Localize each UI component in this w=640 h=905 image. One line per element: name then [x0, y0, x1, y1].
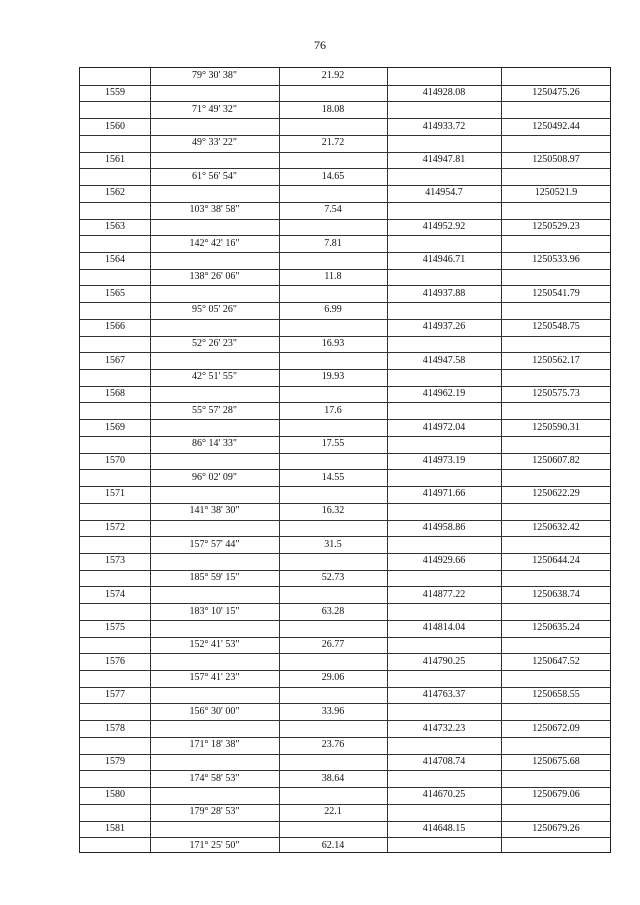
table-row	[80, 804, 610, 821]
cell-y: 1250632.42	[532, 521, 580, 533]
cell-y	[501, 269, 611, 286]
cell-point: 1574	[105, 588, 125, 600]
cell-y	[501, 737, 611, 754]
cell-point: 1566	[105, 321, 125, 333]
cell-point: 1569	[105, 421, 125, 433]
cell-x: 414937.26	[422, 321, 466, 333]
cell-x: 414947.58	[422, 354, 466, 366]
cell-distance: 52.73	[321, 572, 345, 584]
cell-x: 414670.25	[422, 789, 466, 801]
coordinate-table	[79, 67, 611, 853]
cell-angle	[150, 319, 279, 336]
cell-point: 1578	[105, 722, 125, 734]
cell-x	[387, 269, 501, 286]
cell-point: 1579	[105, 756, 125, 768]
cell-angle	[150, 653, 279, 670]
cell-x: 414952.92	[422, 220, 466, 232]
cell-y: 1250679.06	[532, 789, 580, 801]
cell-distance: 23.76	[321, 739, 345, 751]
cell-x	[387, 804, 501, 821]
cell-x: 414946.71	[422, 254, 466, 266]
cell-point	[84, 135, 146, 152]
cell-y: 1250672.09	[532, 722, 580, 734]
cell-x: 414790.25	[422, 655, 466, 667]
cell-angle	[150, 252, 279, 269]
cell-distance: 14.55	[321, 471, 345, 483]
cell-y	[501, 302, 611, 319]
cell-y	[501, 570, 611, 587]
cell-angle: 142° 42' 16"	[189, 237, 240, 249]
cell-angle: 156° 30' 00"	[189, 705, 240, 717]
cell-distance	[279, 118, 387, 135]
cell-angle: 61° 56' 54"	[192, 170, 237, 182]
table-row	[80, 586, 610, 603]
cell-x	[387, 68, 501, 85]
table-row	[80, 235, 610, 252]
cell-distance: 17.55	[321, 438, 345, 450]
cell-x	[387, 737, 501, 754]
cell-x: 414962.19	[422, 388, 466, 400]
cell-point	[84, 202, 146, 219]
cell-distance	[279, 787, 387, 804]
cell-distance: 16.32	[321, 505, 345, 517]
cell-y: 1250492.44	[532, 120, 580, 132]
cell-point: 1570	[105, 454, 125, 466]
cell-point	[84, 770, 146, 787]
cell-y: 1250575.73	[532, 388, 580, 400]
cell-x	[387, 436, 501, 453]
cell-distance	[279, 687, 387, 704]
cell-point	[84, 369, 146, 386]
cell-distance	[279, 252, 387, 269]
cell-angle	[150, 586, 279, 603]
cell-distance: 17.6	[324, 404, 342, 416]
cell-distance: 21.92	[321, 70, 345, 82]
cell-point	[84, 336, 146, 353]
table-row	[80, 369, 610, 386]
cell-angle: 55° 57' 28"	[192, 404, 237, 416]
cell-y: 1250533.96	[532, 254, 580, 266]
cell-x	[387, 168, 501, 185]
cell-point	[84, 101, 146, 118]
cell-angle	[150, 118, 279, 135]
table-row	[80, 770, 610, 787]
cell-point: 1580	[105, 789, 125, 801]
cell-angle: 103° 38' 58"	[189, 204, 240, 216]
table-row	[80, 219, 610, 236]
cell-angle	[150, 185, 279, 202]
cell-point: 1560	[105, 120, 125, 132]
cell-distance: 38.64	[321, 772, 345, 784]
cell-angle	[150, 620, 279, 637]
cell-point: 1576	[105, 655, 125, 667]
cell-distance: 19.93	[321, 371, 345, 383]
table-row	[80, 821, 610, 838]
cell-y: 1250590.31	[532, 421, 580, 433]
cell-y	[501, 804, 611, 821]
cell-x: 414732.23	[422, 722, 466, 734]
table-row	[80, 85, 610, 102]
cell-distance: 22.1	[324, 806, 342, 818]
cell-y: 1250475.26	[532, 87, 580, 99]
cell-point	[84, 837, 146, 854]
cell-point: 1581	[105, 822, 125, 834]
cell-point	[84, 235, 146, 252]
cell-angle	[150, 687, 279, 704]
table-row	[80, 152, 610, 169]
cell-distance	[279, 419, 387, 436]
cell-distance	[279, 553, 387, 570]
table-row	[80, 285, 610, 302]
cell-point	[84, 402, 146, 419]
cell-x	[387, 402, 501, 419]
table-row	[80, 68, 610, 85]
cell-x	[387, 503, 501, 520]
cell-angle: 52° 26' 23"	[192, 337, 237, 349]
cell-x	[387, 703, 501, 720]
cell-y: 1250647.52	[532, 655, 580, 667]
cell-y	[501, 436, 611, 453]
table-row	[80, 687, 610, 704]
cell-x	[387, 369, 501, 386]
table-row	[80, 252, 610, 269]
cell-x: 414973.19	[422, 454, 466, 466]
cell-point	[84, 804, 146, 821]
cell-x: 414937.88	[422, 287, 466, 299]
cell-y	[501, 837, 611, 854]
page-number: 76	[314, 38, 326, 52]
cell-point	[84, 302, 146, 319]
cell-distance: 7.54	[324, 204, 342, 216]
cell-y	[501, 235, 611, 252]
cell-y	[501, 703, 611, 720]
table-row	[80, 754, 610, 771]
cell-point: 1572	[105, 521, 125, 533]
cell-distance: 11.8	[324, 271, 342, 283]
table-row	[80, 737, 610, 754]
cell-point	[84, 269, 146, 286]
cell-distance: 18.08	[321, 103, 345, 115]
table-row	[80, 185, 610, 202]
cell-x: 414958.86	[422, 521, 466, 533]
cell-point	[84, 737, 146, 754]
cell-distance	[279, 386, 387, 403]
cell-distance	[279, 319, 387, 336]
cell-x	[387, 235, 501, 252]
cell-distance	[279, 821, 387, 838]
table-row	[80, 101, 610, 118]
table-row	[80, 503, 610, 520]
cell-angle	[150, 486, 279, 503]
cell-x: 414648.15	[422, 822, 466, 834]
cell-distance	[279, 152, 387, 169]
cell-y	[501, 536, 611, 553]
cell-angle	[150, 219, 279, 236]
cell-y: 1250508.97	[532, 153, 580, 165]
cell-x: 414972.04	[422, 421, 466, 433]
cell-x: 414954.7	[425, 187, 463, 199]
table-row	[80, 319, 610, 336]
cell-angle	[150, 754, 279, 771]
cell-point	[84, 168, 146, 185]
cell-distance	[279, 285, 387, 302]
cell-angle	[150, 520, 279, 537]
cell-point: 1568	[105, 388, 125, 400]
table-row	[80, 469, 610, 486]
table-row	[80, 837, 610, 854]
cell-x: 414929.66	[422, 555, 466, 567]
table-row	[80, 570, 610, 587]
table-row	[80, 553, 610, 570]
cell-point: 1563	[105, 220, 125, 232]
table-row	[80, 486, 610, 503]
cell-point: 1559	[105, 87, 125, 99]
cell-angle: 138° 26' 06"	[189, 271, 240, 283]
table-row	[80, 336, 610, 353]
cell-angle: 183° 10' 15"	[189, 605, 240, 617]
cell-point: 1561	[105, 153, 125, 165]
cell-angle: 95° 05' 26"	[192, 304, 237, 316]
table-row	[80, 436, 610, 453]
table-row	[80, 653, 610, 670]
cell-angle	[150, 453, 279, 470]
cell-angle	[150, 285, 279, 302]
cell-y: 1250541.79	[532, 287, 580, 299]
cell-y: 1250607.82	[532, 454, 580, 466]
cell-y: 1250679.26	[532, 822, 580, 834]
cell-angle: 174° 58' 53"	[189, 772, 240, 784]
cell-angle: 86° 14' 33"	[192, 438, 237, 450]
cell-point: 1575	[105, 622, 125, 634]
cell-distance	[279, 352, 387, 369]
cell-x: 414763.37	[422, 689, 466, 701]
cell-distance	[279, 520, 387, 537]
cell-x	[387, 336, 501, 353]
cell-point	[84, 703, 146, 720]
cell-y	[501, 503, 611, 520]
cell-distance: 29.06	[321, 672, 345, 684]
table-row	[80, 202, 610, 219]
cell-angle	[150, 85, 279, 102]
cell-distance	[279, 219, 387, 236]
cell-point	[84, 603, 146, 620]
cell-distance	[279, 586, 387, 603]
cell-x: 414971.66	[422, 488, 466, 500]
cell-angle: 157° 57' 44"	[189, 538, 240, 550]
cell-distance	[279, 620, 387, 637]
cell-angle: 152° 41' 53"	[189, 638, 240, 650]
table-row	[80, 703, 610, 720]
cell-x	[387, 670, 501, 687]
cell-point	[84, 469, 146, 486]
cell-angle	[150, 787, 279, 804]
cell-point: 1565	[105, 287, 125, 299]
cell-y	[501, 670, 611, 687]
cell-angle	[150, 553, 279, 570]
cell-angle	[150, 419, 279, 436]
cell-y: 1250521.9	[534, 187, 578, 199]
cell-x	[387, 469, 501, 486]
cell-distance	[279, 453, 387, 470]
cell-distance: 26.77	[321, 638, 345, 650]
table-row	[80, 386, 610, 403]
cell-angle	[150, 152, 279, 169]
cell-y: 1250622.29	[532, 488, 580, 500]
cell-distance: 63.28	[321, 605, 345, 617]
cell-distance: 21.72	[321, 137, 345, 149]
cell-y	[501, 168, 611, 185]
table-row	[80, 637, 610, 654]
cell-angle: 171° 18' 38"	[189, 739, 240, 751]
cell-distance: 62.14	[321, 839, 345, 851]
cell-point	[84, 503, 146, 520]
table-row	[80, 620, 610, 637]
cell-x	[387, 536, 501, 553]
cell-y	[501, 135, 611, 152]
cell-y: 1250562.17	[532, 354, 580, 366]
cell-y	[501, 336, 611, 353]
table-row	[80, 670, 610, 687]
cell-angle: 79° 30' 38"	[192, 70, 237, 82]
table-row	[80, 118, 610, 135]
cell-distance	[279, 754, 387, 771]
cell-x: 414928.08	[422, 87, 466, 99]
cell-x: 414708.74	[422, 756, 466, 768]
cell-y	[501, 603, 611, 620]
cell-distance	[279, 85, 387, 102]
cell-x	[387, 302, 501, 319]
table-row	[80, 536, 610, 553]
cell-x	[387, 603, 501, 620]
table-row	[80, 352, 610, 369]
cell-y	[501, 402, 611, 419]
cell-y: 1250644.24	[532, 555, 580, 567]
cell-angle	[150, 720, 279, 737]
cell-point: 1573	[105, 555, 125, 567]
table-row	[80, 453, 610, 470]
cell-angle: 185° 59' 15"	[189, 572, 240, 584]
cell-distance	[279, 185, 387, 202]
cell-x	[387, 637, 501, 654]
cell-distance	[279, 653, 387, 670]
table-row	[80, 720, 610, 737]
cell-y: 1250529.23	[532, 220, 580, 232]
cell-y	[501, 469, 611, 486]
cell-y	[501, 637, 611, 654]
cell-x: 414933.72	[422, 120, 466, 132]
cell-angle: 141° 38' 30"	[189, 505, 240, 517]
table-row	[80, 419, 610, 436]
cell-angle	[150, 386, 279, 403]
cell-distance: 7.81	[324, 237, 342, 249]
cell-y: 1250548.75	[532, 321, 580, 333]
cell-x	[387, 837, 501, 854]
cell-angle	[150, 352, 279, 369]
cell-distance: 33.96	[321, 705, 345, 717]
cell-x: 414947.81	[422, 153, 466, 165]
cell-point: 1564	[105, 254, 125, 266]
cell-angle	[150, 821, 279, 838]
table-row	[80, 787, 610, 804]
cell-y	[501, 101, 611, 118]
table-row	[80, 520, 610, 537]
cell-distance: 6.99	[324, 304, 342, 316]
cell-angle: 179° 28' 53"	[189, 806, 240, 818]
cell-point	[84, 670, 146, 687]
cell-point: 1571	[105, 488, 125, 500]
cell-angle: 71° 49' 32"	[192, 103, 237, 115]
cell-angle: 49° 33' 22"	[192, 137, 237, 149]
cell-point	[84, 68, 146, 85]
cell-angle: 96° 02' 09"	[192, 471, 237, 483]
cell-angle: 157° 41' 23"	[189, 672, 240, 684]
table-row	[80, 603, 610, 620]
cell-y	[501, 68, 611, 85]
cell-point	[84, 637, 146, 654]
cell-y: 1250675.68	[532, 756, 580, 768]
cell-y	[501, 202, 611, 219]
table-row	[80, 302, 610, 319]
cell-x: 414814.04	[422, 622, 466, 634]
cell-y: 1250635.24	[532, 622, 580, 634]
cell-distance	[279, 486, 387, 503]
cell-y	[501, 369, 611, 386]
cell-y: 1250658.55	[532, 689, 580, 701]
table-row	[80, 402, 610, 419]
cell-point	[84, 436, 146, 453]
cell-y: 1250638.74	[532, 588, 580, 600]
table-row	[80, 269, 610, 286]
cell-distance	[279, 720, 387, 737]
cell-y	[501, 770, 611, 787]
cell-point	[84, 570, 146, 587]
table-row	[80, 135, 610, 152]
cell-distance: 31.5	[324, 538, 342, 550]
cell-x	[387, 135, 501, 152]
cell-angle: 171° 25' 50"	[189, 839, 240, 851]
cell-x	[387, 770, 501, 787]
cell-angle: 42° 51' 55"	[192, 371, 237, 383]
cell-distance: 14.65	[321, 170, 345, 182]
cell-point: 1562	[105, 187, 125, 199]
cell-x	[387, 101, 501, 118]
cell-point: 1577	[105, 689, 125, 701]
table-row	[80, 168, 610, 185]
cell-x	[387, 202, 501, 219]
cell-x	[387, 570, 501, 587]
cell-point: 1567	[105, 354, 125, 366]
cell-point	[84, 536, 146, 553]
cell-distance: 16.93	[321, 337, 345, 349]
cell-x: 414877.22	[422, 588, 466, 600]
